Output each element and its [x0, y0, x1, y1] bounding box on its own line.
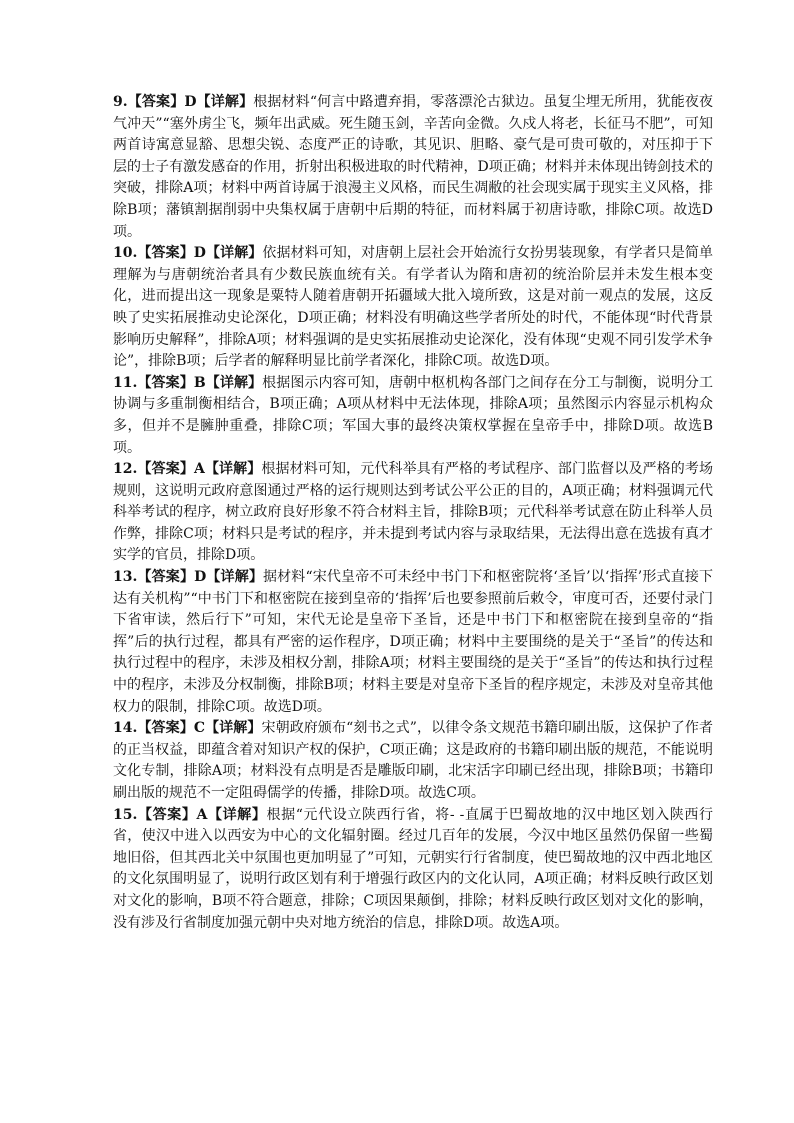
detail-text: 根据图示内容可知，唐朝中枢机构各部门之间存在分工与制衡，说明分工协调与多重制衡相结合，B项正确；A项从材料中无法体现，排除A项；虽然图示内容显示机构众多，但并不是臃肿重叠，排除C项；军国大事的最终决策权掌握在皇帝手中，排除D项。故选B项。	[113, 374, 714, 456]
answer-explanations	[113, 92, 713, 934]
answer-item-9	[113, 92, 713, 243]
detail-tag: 【详解】	[205, 374, 263, 391]
detail-tag: 【详解】	[204, 461, 262, 478]
answer-tag: 【答案】	[137, 461, 194, 478]
question-number: 13.	[113, 569, 138, 586]
answer-value: A	[196, 806, 208, 823]
question-number: 11.	[113, 374, 138, 391]
question-number: 10.	[113, 245, 138, 262]
detail-tag: 【详解】	[196, 94, 254, 110]
answer-item-10	[113, 243, 713, 373]
detail-text: 据材料“宋代皇帝不可未经中书门下和枢密院将‘圣旨’以‘指挥’形式直接下达有关机构”“中书门下和枢密院在接到皇帝的‘指挥’后也要参照前后敕令，审度可否，还要付录门下省审读，然后行下”可知，宋代无论是皇帝下圣旨，还是中书门下和枢密院在接到皇帝的“指挥”后的执行过程，都具有严密的运作程序，D项正确；材料中主要围绕的是关于“圣旨”的传达和执行过程中的程序，未涉及相权分割，排除A项；材料主要围绕的是关于“圣旨”的传达和执行过程中的程序，未涉及分权制衡，排除B项；材料主要是对皇帝下圣旨的程序规定，未涉及对皇帝其他权力的限制，排除C项。故选D项。	[113, 569, 714, 715]
detail-text: 根据材料可知，元代科举具有严格的考试程序、部门监督以及严格的考场规则，这说明元政府意图通过严格的运行规则达到考试公平公正的目的，A项正确；材料强调元代科举考试的程序，树立政府良好形象不符合材料主旨，排除B项；元代科举考试意在防止科举人员作弊，排除C项；材料只是考试的程序，并未提到考试内容与录取结果，无法得出意在选拔有真才实学的官员，排除D项。	[113, 461, 714, 564]
question-number: 15.	[113, 806, 138, 823]
detail-text: 根据“元代设立陕西行省，将- -直属于巴蜀故地的汉中地区划入陕西行省，使汉中进入以西安为中心的文化辐射圈。经过几百年的发展，今汉中地区虽然仍保留一些蜀地旧俗，但其西北关中氛围也更加明显了”可知，元朝实行行省制度，使巴蜀故地的汉中西北地区的文化氛围明显了，说明行政区划有利于增强行政区内的文化认同，A项正确；材料反映行政区划对文化的影响，B项不符合题意，排除；C项因果颠倒，排除；材料反映行政区划对文化的影响，没有涉及行省制度加强元朝中央对地方统治的信息，排除D项。故选A项。	[113, 806, 714, 931]
answer-tag: 【答案】	[137, 374, 194, 391]
detail-tag: 【详解】	[205, 245, 263, 262]
detail-text: 依据材料可知，对唐朝上层社会开始流行女扮男装现象，有学者只是简单理解为与唐朝统治者具有少数民族血统有关。有学者认为隋和唐初的统治阶层并未发生根本变化，进而提出这一现象是粟特人随着唐朝开拓疆域大批入境所致，这是对前一观点的发展，这反映了史实拓展推动史论深化，D项正确；材料没有明确这些学者所处的时代，不能体现“时代背景影响历史解释”，排除A项；材料强调的是史实拓展推动史论深化，没有体现“史观不同引发学术争论”，排除B项；后学者的解释明显比前学者深化，排除C项。故选D项。	[113, 245, 714, 370]
answer-item-12	[113, 459, 713, 567]
answer-item-14	[113, 718, 713, 804]
answer-item-15	[113, 805, 713, 935]
detail-tag: 【详解】	[206, 569, 263, 586]
answer-tag: 【答案】	[137, 245, 194, 262]
answer-value: C	[193, 720, 206, 737]
answer-tag: 【答案】	[137, 569, 195, 586]
answer-value: B	[193, 374, 206, 391]
answer-value: D	[194, 569, 207, 586]
detail-tag: 【详解】	[207, 806, 267, 823]
question-number: 14.	[113, 720, 138, 737]
answer-item-11	[113, 373, 713, 459]
question-number: 12.	[113, 461, 138, 478]
answer-tag: 【答案】	[137, 806, 197, 823]
detail-text: 根据材料“何言中路遭弃捐，零落漂沦古狱边。虽复尘埋无所用，犹能夜夜气冲天”“塞外虏尘飞，频年出武威。死生随玉剑，辛苦向金微。久戍人将老，长征马不肥”，可知两首诗寓意显豁、思想尖锐、态度严正的诗歌，其见识、胆略、豪气是可贵可敬的，对压抑于下层的士子有激发感奋的作用，折射出积极进取的时代精神，D项正确；材料并未体现出铸剑技术的突破，排除A项；材料中两首诗属于浪漫主义风格，而民生凋敝的社会现实属于现实主义风格，排除B项；藩镇割据削弱中央集权属于唐朝中后期的特征，而材料属于初唐诗歌，排除C项。故选D项。	[113, 94, 714, 240]
answer-value: D	[193, 245, 206, 262]
answer-value: A	[193, 461, 205, 478]
answer-item-13	[113, 567, 713, 718]
detail-tag: 【详解】	[205, 720, 262, 737]
question-number: 9.	[113, 94, 128, 110]
detail-text: 宋朝政府颁布“刻书之式”，以律令条文规范书籍印刷出版，这保护了作者的正当权益，即蕴含着对知识产权的保护，C项正确；这是政府的书籍印刷出版的规范，不能说明文化专制，排除A项；材料没有点明是否是雕版印刷，北宋活字印刷已经出现，排除B项；书籍印刷出版的规范不一定阻碍儒学的传播，排除D项。故选C项。	[113, 720, 713, 801]
answer-tag: 【答案】	[137, 720, 194, 737]
answer-tag: 【答案】	[127, 94, 185, 110]
answer-value: D	[184, 94, 197, 110]
